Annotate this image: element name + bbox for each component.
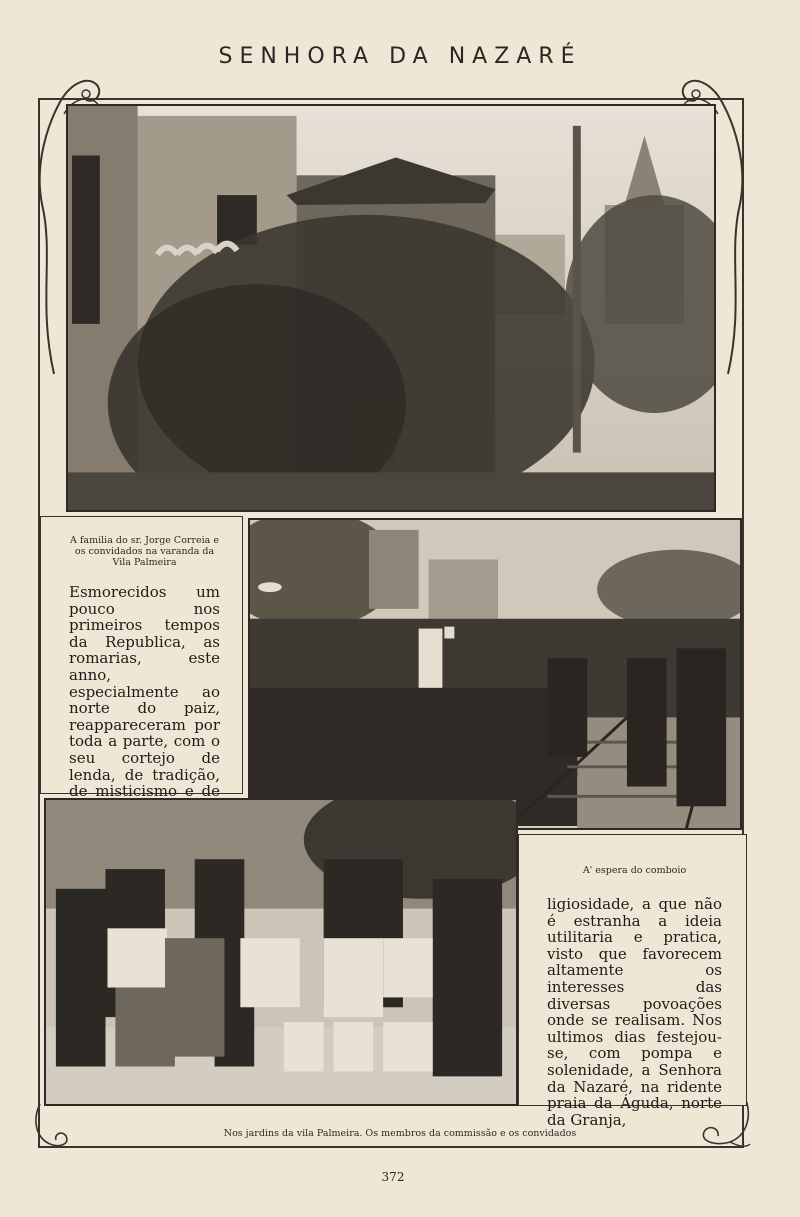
article-part-1: Esmorecidos um pouco nos primeiros tempos da Republica, as romarias, este anno, especialmente ao norte do paiz, reappareceram por toda a parte, com o seu cortejo de lenda, de tradição, de misticismo e de [69, 583, 220, 801]
photo-gardens-group [44, 798, 518, 1106]
page-number: 372 [381, 1170, 405, 1184]
photo-waiting-train [248, 518, 742, 830]
photo-villa-veranda [66, 104, 716, 512]
caption-veranda: A familia do sr. Jorge Correia e os convidados na varanda da Vila Palmeira [70, 535, 219, 568]
caption-gardens: Nos jardins da vila Palmeira. Os membros da commissão e os convidados [223, 1128, 577, 1139]
article-part-2: ligiosidade, a que não é estranha a ideia utilitaria e pratica, visto que favorecem altamente os interesses das diversas povoações onde se realisam. Nos ultimos dias festejou-se, com pompa e solenidade, a Senhora da Nazaré, na ridente praia da Águda, norte da Granja, [547, 895, 722, 1129]
article-column-right [518, 834, 747, 1129]
caption-train: A' espera do comboio [582, 865, 687, 876]
page-title: SENHORA DA NAZARÉ [218, 44, 582, 69]
article-column-left [40, 516, 243, 801]
